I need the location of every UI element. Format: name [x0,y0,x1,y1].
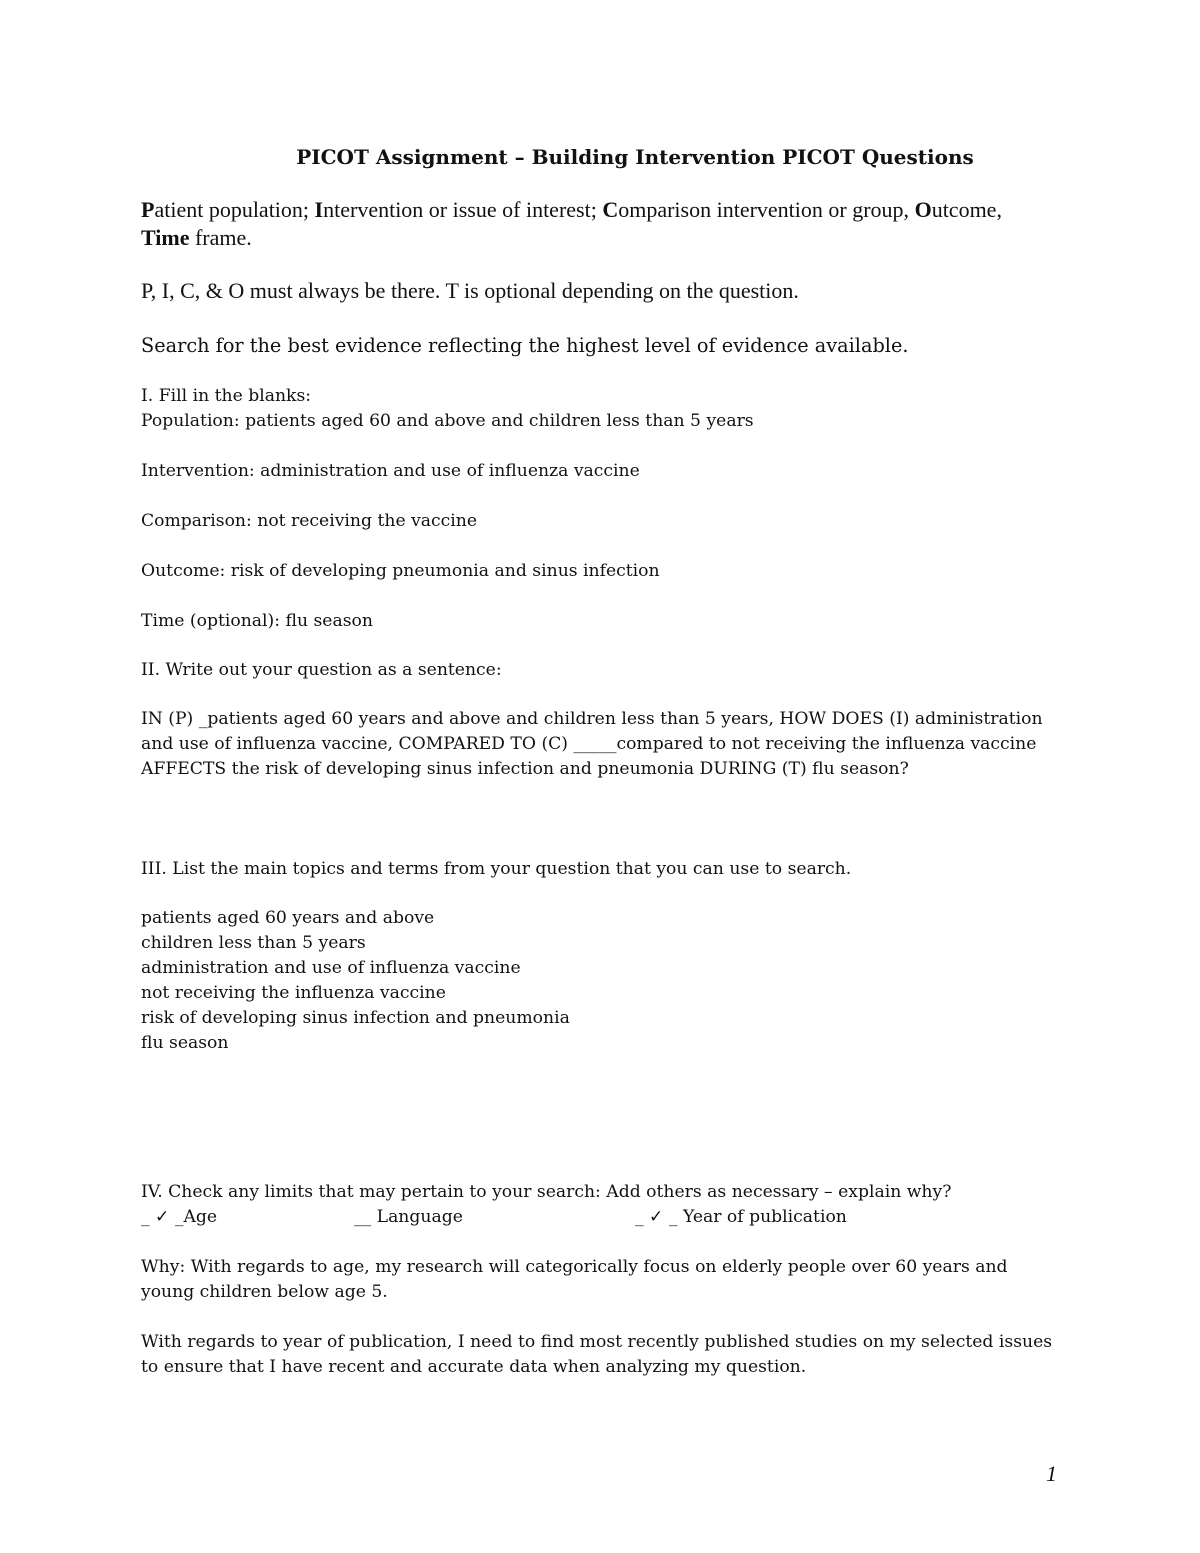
outcome-line: Outcome: risk of developing pneumonia and sinus infection [141,561,660,581]
must-note: P, I, C, & O must always be there. T is optional depending on the question. [141,278,799,303]
i-initial: I [314,197,324,222]
question-line-1: IN (P) _patients aged 60 years and above and children less than 5 years, HOW DOES (I) administration [141,709,1043,729]
page-number: 1 [1046,1461,1057,1486]
page-title: PICOT Assignment – Building Intervention PICOT Questions [296,145,974,169]
t-word: Time [141,225,190,250]
search-term: flu season [141,1033,229,1053]
c-rest: omparison intervention or group, [618,197,915,222]
intervention-line: Intervention: administration and use of influenza vaccine [141,461,640,481]
p-initial: P [141,197,155,222]
why-line-1: Why: With regards to age, my research will categorically focus on elderly people over 60 years and [141,1257,1008,1277]
section-3-heading: III. List the main topics and terms from your question that you can use to search. [141,859,852,879]
time-line: Time (optional): flu season [141,611,373,631]
search-term: administration and use of influenza vaccine [141,958,521,978]
limit-year: _ ✓ _ Year of publication [635,1207,847,1227]
section-4-heading: IV. Check any limits that may pertain to your search: Add others as necessary – explain why? [141,1182,952,1202]
search-note: Search for the best evidence reflecting the highest level of evidence available. [141,334,909,357]
limit-language: __ Language [354,1207,463,1227]
c-initial: C [602,197,619,222]
year-line-2: to ensure that I have recent and accurate data when analyzing my question. [141,1357,807,1377]
search-term: risk of developing sinus infection and pneumonia [141,1008,570,1028]
o-rest: utcome, [931,197,1002,222]
section-1-heading: I. Fill in the blanks: [141,386,312,406]
why-line-2: young children below age 5. [141,1282,388,1302]
o-initial: O [914,197,932,222]
i-rest: ntervention or issue of interest; [323,197,603,222]
search-term: not receiving the influenza vaccine [141,983,446,1003]
population-line: Population: patients aged 60 and above and children less than 5 years [141,411,754,431]
t-rest: frame. [189,225,252,250]
question-line-3: AFFECTS the risk of developing sinus infection and pneumonia DURING (T) flu season? [141,759,909,779]
search-term: patients aged 60 years and above [141,908,435,928]
year-line-1: With regards to year of publication, I need to find most recently published studies on my selected issues [141,1332,1053,1352]
comparison-line: Comparison: not receiving the vaccine [141,511,478,531]
search-term: children less than 5 years [141,933,366,953]
section-2-heading: II. Write out your question as a sentence: [141,660,502,680]
question-line-2: and use of influenza vaccine, COMPARED TO (C) _____compared to not receiving the influenza vaccine [141,734,1037,754]
picot-definition [141,196,1081,252]
p-rest: atient population; [154,197,315,222]
limit-age: _ ✓ _Age [141,1207,218,1227]
